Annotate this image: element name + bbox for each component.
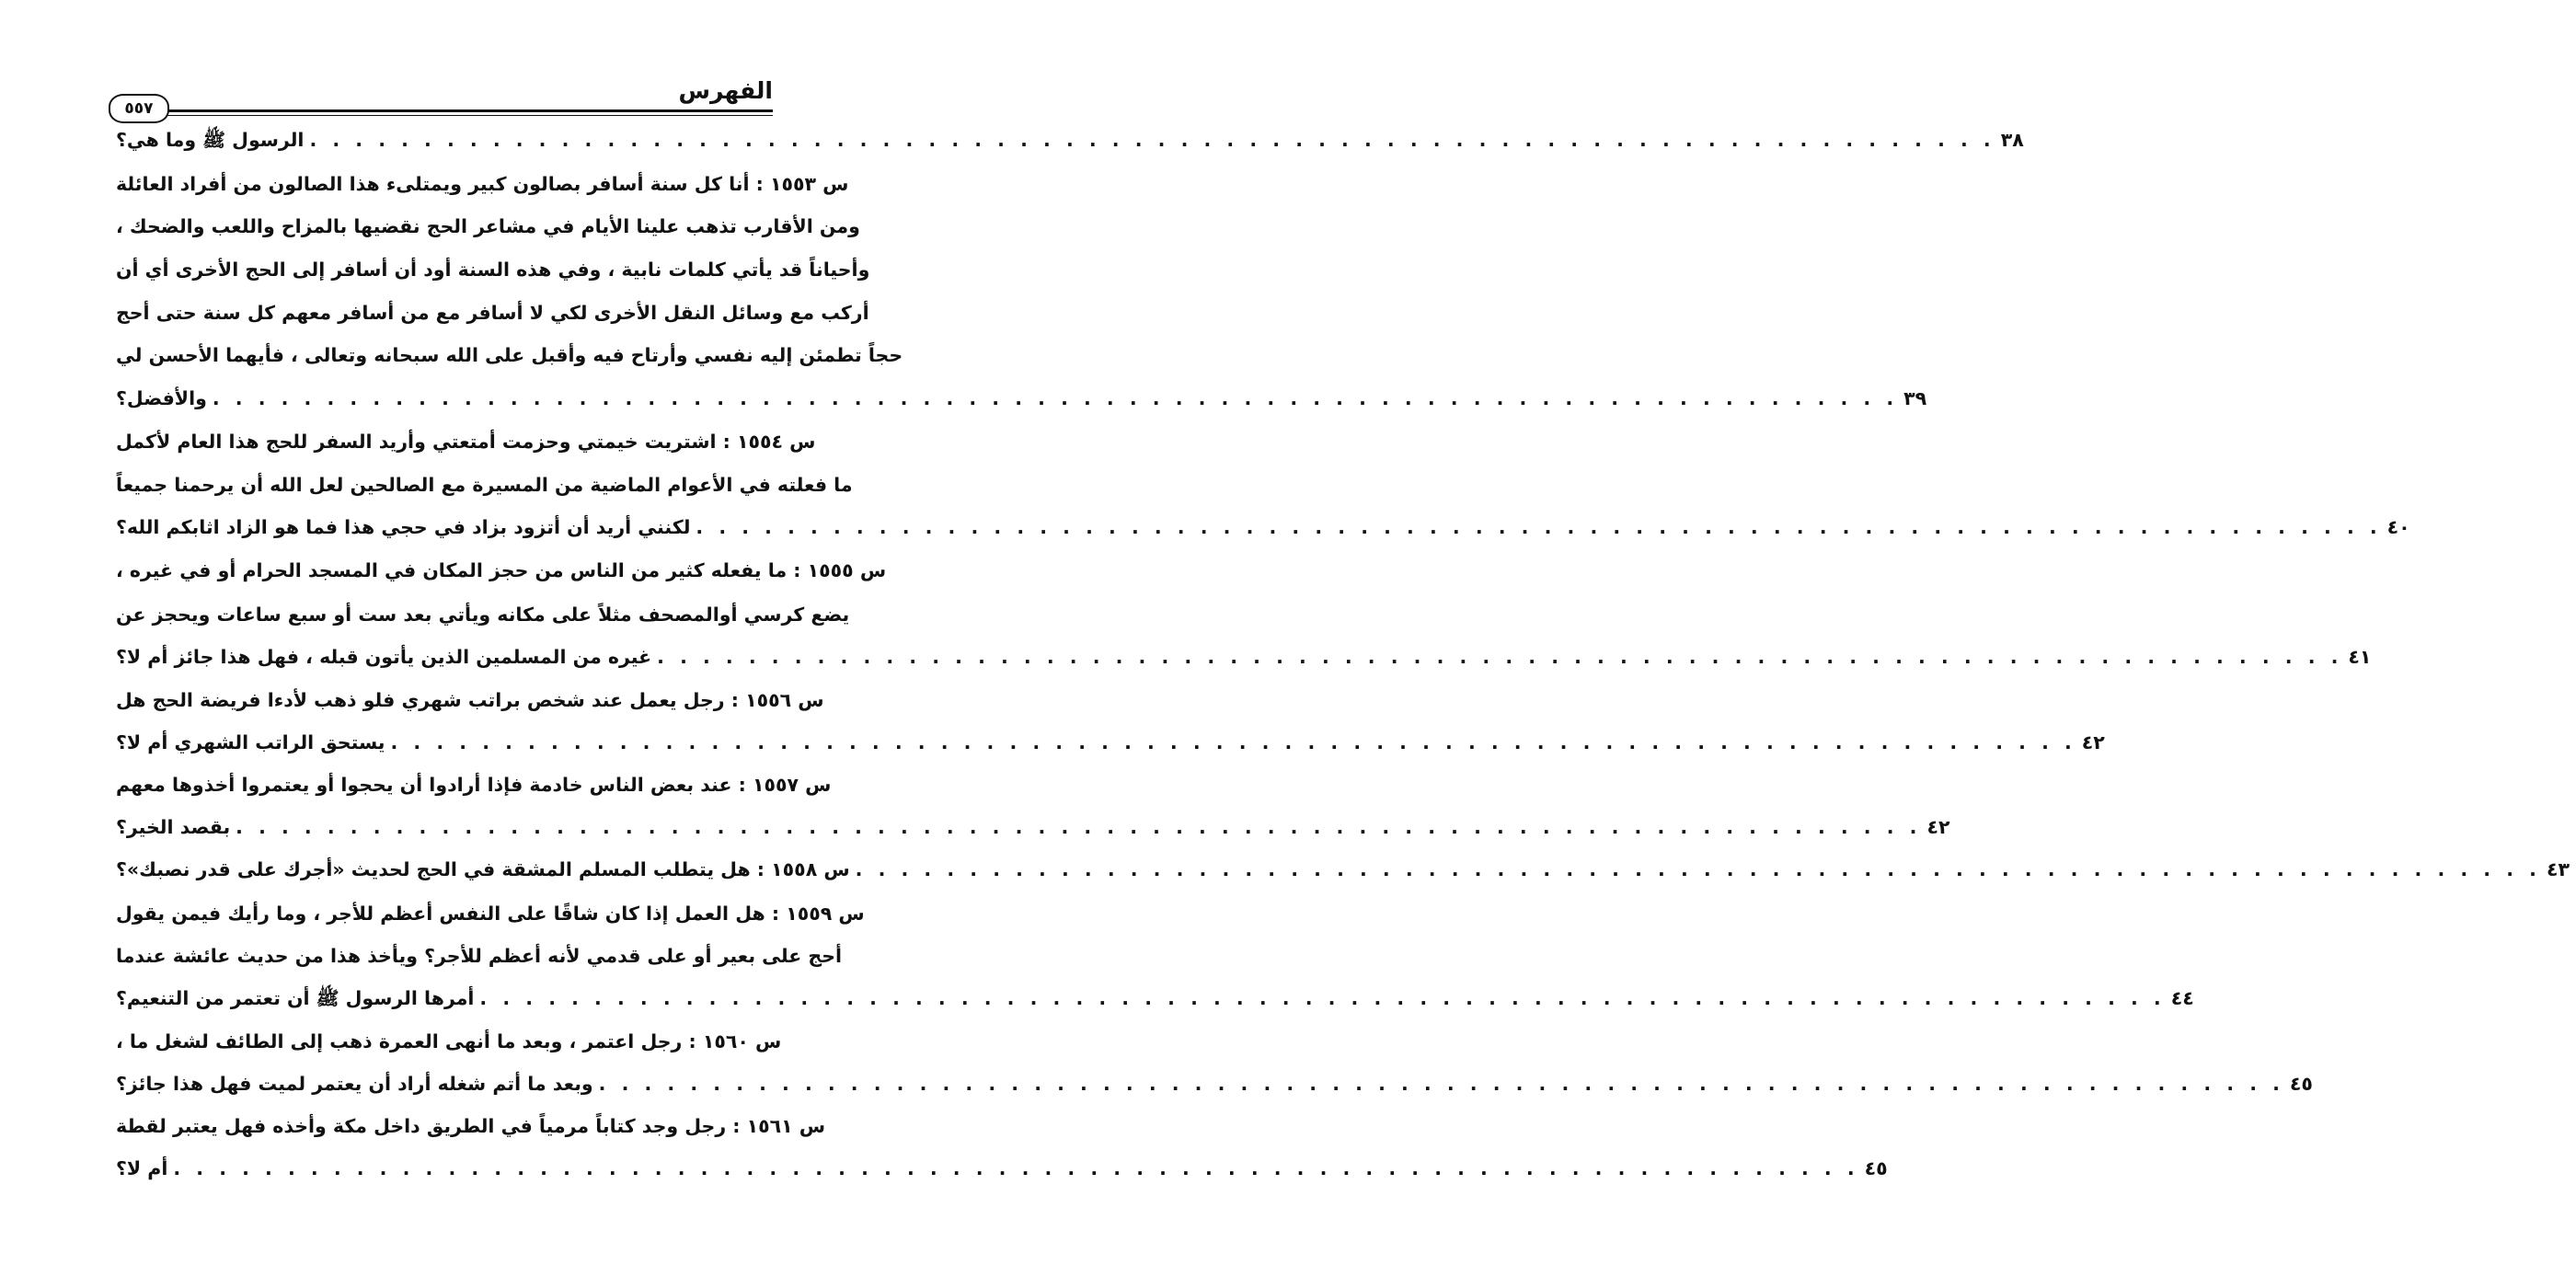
index-entry-text: يستحق الراتب الشهري أم لا؟ [116,731,385,753]
index-text-line [116,1030,782,1067]
dot-leader [385,731,2082,753]
index-entry-line [116,858,2570,895]
index-entry-line [116,1073,2313,1110]
index-text-line [116,302,869,339]
index-text-line [116,774,832,811]
index-entry-text: س ١٥٦٠ : رجل اعتمر ، وبعد ما أنهى العمرة ذهب إلى الطائف لشغل ما ، [116,1030,782,1052]
dot-leader [474,987,2170,1009]
index-entry-text: حجاً تطمئن إليه نفسي وأرتاح فيه وأقبل على الله سبحانه وتعالى ، فأيهما الأحسن لي [116,344,903,366]
index-entry-text: أركب مع وسائل النقل الأخرى لكي لا أسافر مع من أسافر معهم كل سنة حتى أحج [116,302,869,324]
index-entry-line [116,816,1950,853]
index-text-line [116,689,824,726]
index-text-line [116,945,843,982]
index-entry-line [116,516,2410,553]
index-entry-text: يضع كرسي أوالمصحف مثلاً على مكانه ويأتي بعد ست أو سبع ساعات ويحجز عن [116,604,850,626]
page-title: الفهرس [678,77,773,104]
index-entry-text: أم لا؟ [116,1157,168,1179]
index-entry-text: غيره من المسلمين الذين يأتون قبله ، فهل هذا جائز أم لا؟ [116,646,652,668]
dot-leader [207,387,1903,409]
index-page-number: ٤٥ [2289,1073,2313,1095]
index-text-line [116,215,860,252]
index-page-number: ٤١ [2348,646,2372,668]
index-entry-text: لكنني أريد أن أتزود بزاد في حجي هذا فما هو الزاد اثابكم الله؟ [116,516,691,538]
index-text-line [116,344,903,381]
dot-leader [167,1157,1864,1179]
index-entry-text: أحج على بعير أو على قدمي لأنه أعظم للأجر؟ ويأخذ هذا من حديث عائشة عندما [116,945,843,967]
index-page-number: ٣٨ [2000,129,2024,151]
header-rule-thin [162,115,773,116]
index-entry-text: س ١٥٥٩ : هل العمل إذا كان شاقًا على النفس أعظم للأجر ، وما رأيك فيمن يقول [116,903,865,925]
index-page-number: ٤٥ [1864,1157,1888,1179]
index-text-line [116,431,816,467]
index-entry-text: س ١٥٥٥ : ما يفعله كثير من الناس من حجز المكان في المسجد الحرام أو في غيره ، [116,559,887,581]
index-text-line [116,259,870,295]
index-entry-text: وبعد ما أتم شغله أراد أن يعتمر لميت فهل هذا جائز؟ [116,1073,593,1095]
dot-leader [230,816,1926,838]
index-page-number: ٤٠ [2386,516,2410,538]
index-page-number: ٣٩ [1903,387,1927,409]
index-entry-text: س ١٥٥٤ : اشتريت خيمتي وحزمت أمتعتي وأريد السفر للحج هذا العام لأكمل [116,431,816,453]
index-page-number: ٤٢ [2081,731,2105,753]
index-text-line [116,474,853,511]
index-entry-text: س ١٥٥٧ : عند بعض الناس خادمة فإذا أرادوا أن يحجوا أو يعتمروا أخذوها معهم [116,774,832,796]
index-entry-text: الرسول ﷺ وما هي؟ [116,129,305,151]
index-text-line [116,559,887,596]
index-page-number: ٤٢ [1926,816,1950,838]
index-entry-text: أمرها الرسول ﷺ أن تعتمر من التنعيم؟ [116,987,475,1009]
index-entry-line [116,646,2372,683]
index-entry-text: س ١٥٥٣ : أنا كل سنة أسافر بصالون كبير ويمتلىء هذا الصالون من أفراد العائلة [116,173,849,195]
index-page-number: ٤٣ [2546,858,2570,880]
index-entry-text: س ١٥٥٨ : هل يتطلب المسلم المشقة في الحج لحديث «أجرك على قدر نصبك»؟ [116,858,850,880]
index-entry-text: والأفضل؟ [116,387,207,409]
dot-leader [651,646,2348,668]
index-entry-line [116,731,2105,768]
index-entry-line [116,987,2194,1024]
dot-leader [690,516,2386,538]
index-text-line [116,604,850,640]
index-page-number: ٤٤ [2170,987,2194,1009]
dot-leader [304,129,2000,151]
index-entry-text: بقصد الخير؟ [116,816,231,838]
index-text-line [116,173,849,210]
header-rule [162,109,773,112]
index-entry-text: ومن الأقارب تذهب علينا الأيام في مشاعر الحج نقضيها بالمزاح واللعب والضحك ، [116,215,860,237]
index-entry-line [116,1157,1888,1194]
index-entry-text: س ١٥٦١ : رجل وجد كتاباً مرمياً في الطريق داخل مكة وأخذه فهل يعتبر لقطة [116,1115,826,1137]
dot-leader [593,1073,2290,1095]
page-number-badge: ٥٥٧ [109,94,169,123]
index-entry-text: وأحياناً قد يأتي كلمات نابية ، وفي هذه السنة أود أن أسافر إلى الحج الأخرى أي أن [116,259,870,281]
index-text-line [116,1115,826,1152]
index-entry-text: س ١٥٥٦ : رجل يعمل عند شخص براتب شهري فلو ذهب لأدءا فريضة الحج هل [116,689,824,711]
index-entry-line [116,129,2024,166]
page-header [109,77,773,121]
index-entry-text: ما فعلته في الأعوام الماضية من المسيرة مع الصالحين لعل الله أن يرحمنا جميعاً [116,474,853,496]
index-text-line [116,903,865,939]
index-entry-line [116,387,1927,424]
dot-leader [850,858,2547,880]
